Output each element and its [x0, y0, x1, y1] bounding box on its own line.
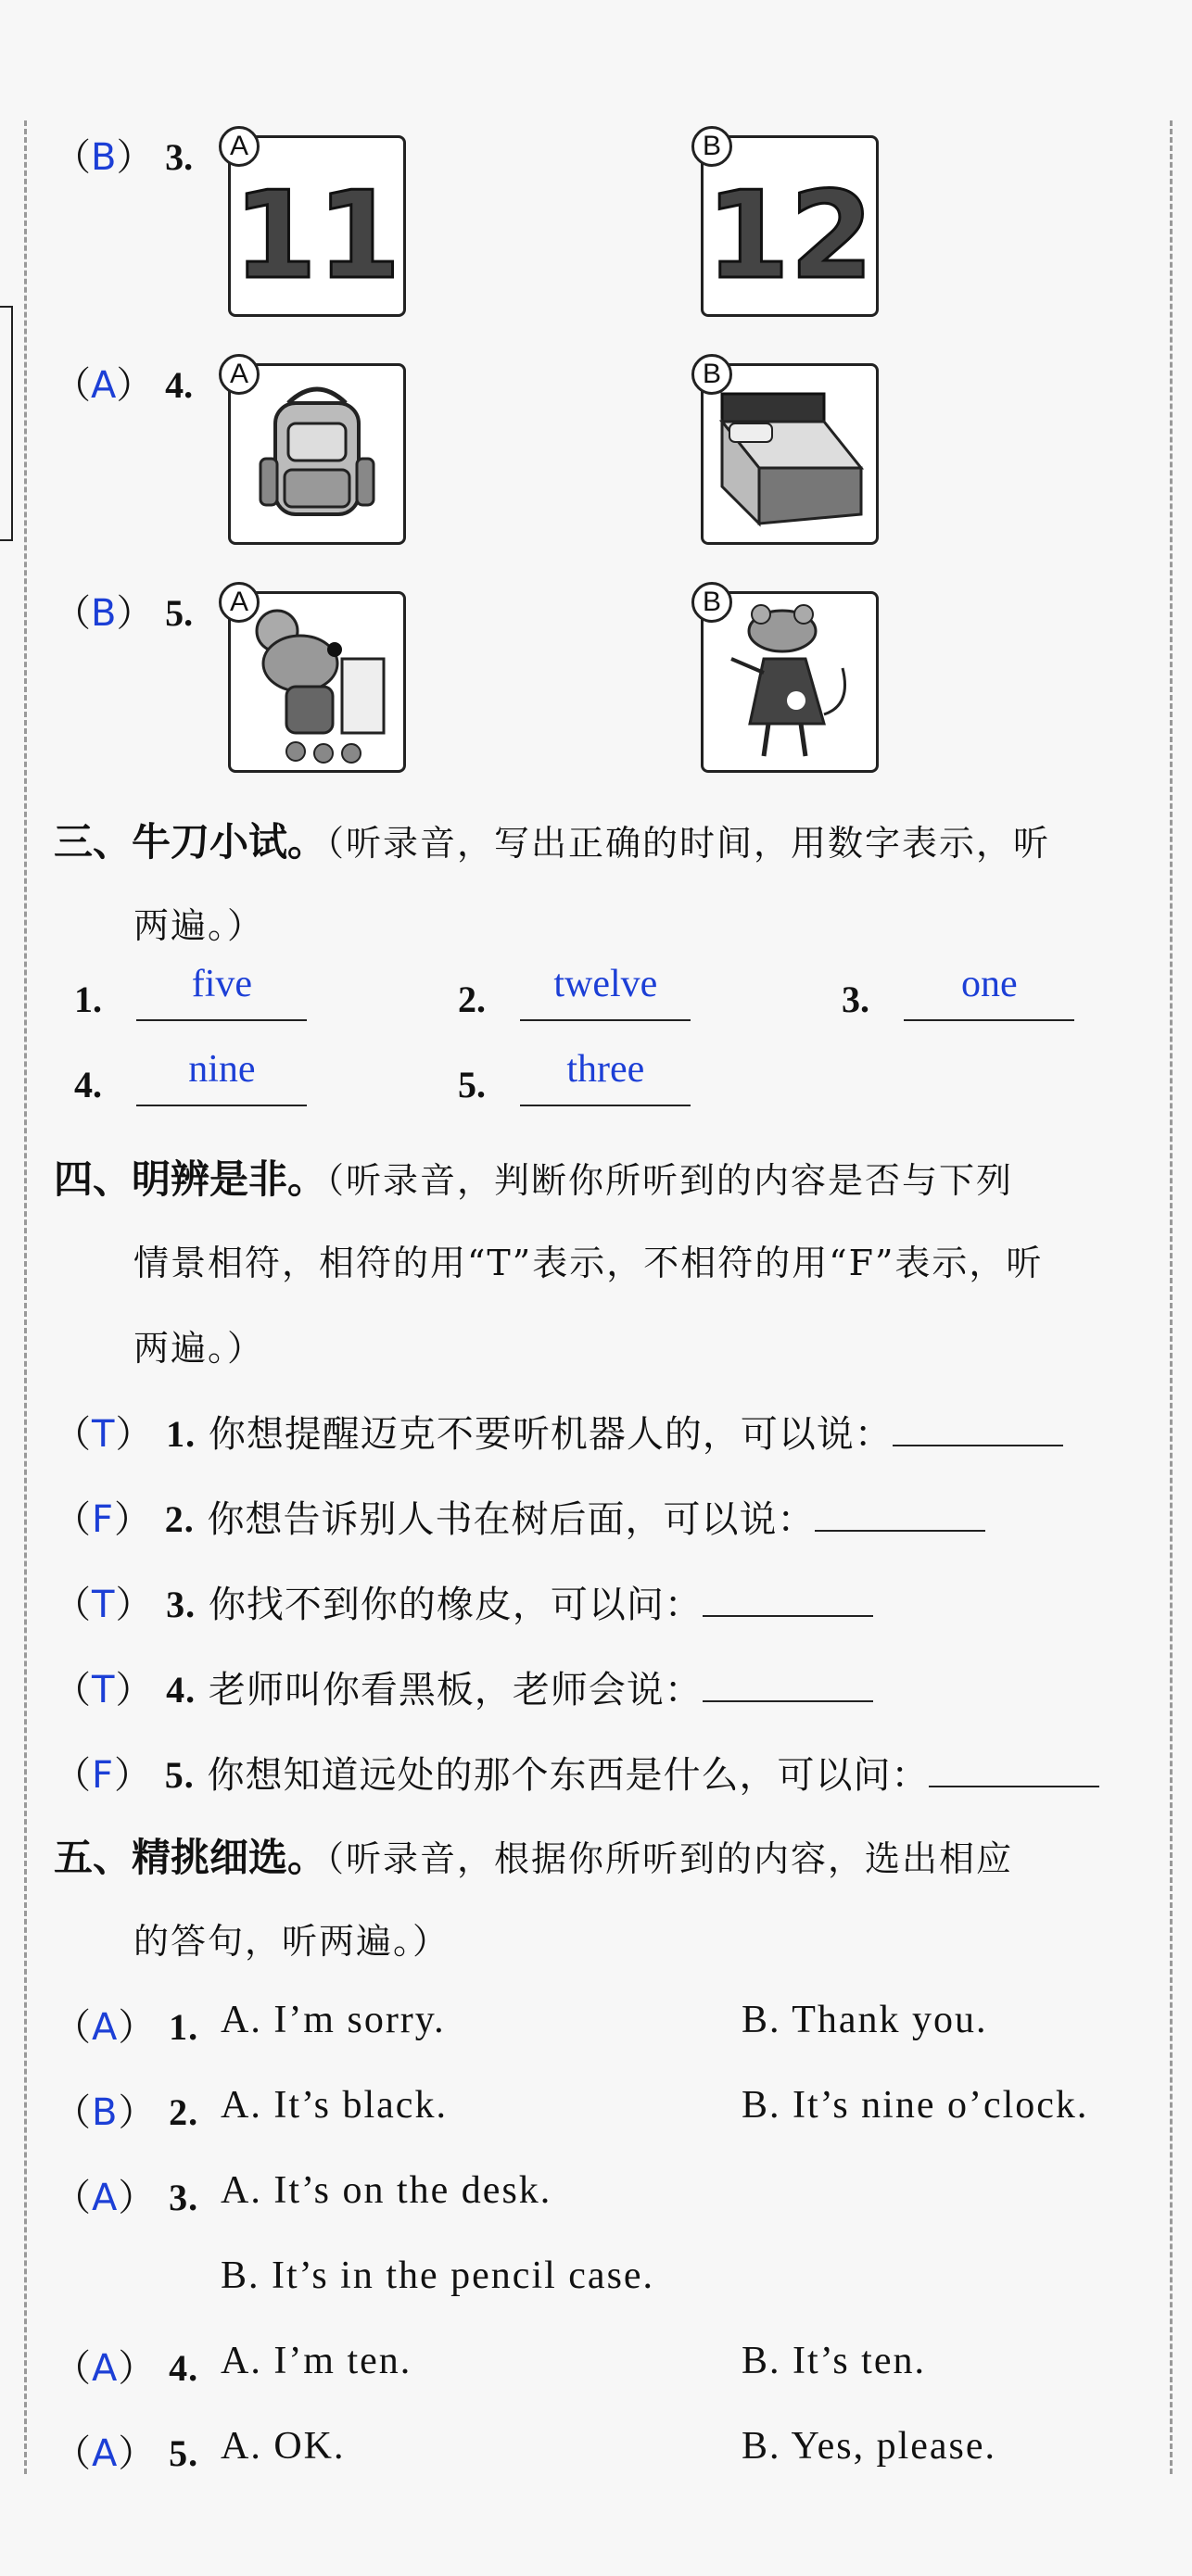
- mouse-standing-icon: [704, 594, 876, 770]
- p4-item-1-blank[interactable]: [893, 1435, 1063, 1446]
- p3-item-2: 2. twelve: [458, 973, 691, 1021]
- part3-title: 三、牛刀小试。: [54, 819, 327, 865]
- p2-item-3-row: （B） 3.: [54, 136, 194, 179]
- number-12-image: [704, 138, 876, 314]
- bed-icon: [704, 366, 876, 542]
- p3-item-3: 3. one: [842, 973, 1074, 1021]
- p5-item-5-option-a[interactable]: A. OK.: [221, 2425, 346, 2468]
- p5-item-3: （A） 3.: [54, 2177, 199, 2219]
- part4-title: 四、明辨是非。: [54, 1156, 327, 1202]
- p4-item-5: （F） 5. 你想知道远处的那个东西是什么，可以问：: [54, 1746, 1099, 1799]
- p2-item-3-number: 3.: [165, 136, 194, 178]
- p2-item-5-row: （B） 5.: [54, 592, 194, 635]
- p2-item-3-option-a-picture[interactable]: [228, 135, 406, 317]
- p5-item-4: （A） 4.: [54, 2347, 199, 2390]
- number-11-image: [231, 138, 403, 314]
- p2-item-3-option-b-picture[interactable]: [701, 135, 879, 317]
- p2-item-3-badge-b: B: [691, 126, 732, 167]
- p3-item-4-answer-line[interactable]: nine: [136, 1058, 307, 1106]
- p5-item-1: （A） 1.: [54, 2006, 199, 2049]
- p3-item-3-answer-line[interactable]: one: [904, 973, 1074, 1021]
- p4-item-2: （F） 2. 你想告诉别人书在树后面，可以说：: [54, 1490, 985, 1543]
- part5-instruction-line-2: 的答句，听两遍。）: [133, 1921, 450, 1962]
- p2-item-4-number: 4.: [165, 364, 194, 406]
- p5-item-4-option-b[interactable]: B. It’s ten.: [742, 2340, 926, 2382]
- left-dashed-margin: [24, 120, 27, 2474]
- part3-heading: [54, 812, 1050, 867]
- p4-item-1: （T） 1. 你想提醒迈克不要听机器人的，可以说：: [54, 1405, 1063, 1458]
- p2-item-5-answer: B: [91, 592, 117, 635]
- part5-instruction-1: （听录音，根据你所听到的内容，选出相应: [326, 1838, 1014, 1879]
- p5-item-2-option-a[interactable]: A. It’s black.: [221, 2084, 448, 2127]
- p5-item-4-option-a[interactable]: A. I’m ten.: [221, 2340, 412, 2382]
- p2-item-4-badge-b: B: [691, 354, 732, 395]
- backpack-icon: [231, 366, 403, 542]
- p5-item-1-option-a[interactable]: A. I’m sorry.: [221, 1999, 446, 2041]
- part5-heading: [54, 1827, 1013, 1883]
- svg-text:12: 12: [705, 165, 874, 306]
- p5-item-1-option-b[interactable]: B. Thank you.: [742, 1999, 988, 2041]
- right-dashed-margin: [1170, 120, 1173, 2474]
- p2-item-5-number: 5.: [165, 592, 194, 634]
- p3-item-1: 1. five: [74, 973, 307, 1021]
- p5-item-2-option-b[interactable]: B. It’s nine o’clock.: [742, 2084, 1089, 2127]
- p4-item-3-blank[interactable]: [703, 1606, 873, 1617]
- p5-item-3-option-a[interactable]: A. It’s on the desk.: [221, 2169, 552, 2212]
- p2-item-3-answer: B: [91, 136, 117, 179]
- p3-item-1-answer-line[interactable]: five: [136, 973, 307, 1021]
- mouse-with-milk-icon: [231, 594, 403, 770]
- p2-item-5-option-b-picture[interactable]: [701, 591, 879, 773]
- part4-instruction-line-3: 两遍。）: [133, 1328, 265, 1369]
- p3-item-5: 5. three: [458, 1058, 691, 1106]
- p4-item-2-blank[interactable]: [815, 1521, 985, 1532]
- p2-item-4-badge-a: A: [219, 354, 260, 395]
- p2-item-5-option-a-picture[interactable]: [228, 591, 406, 773]
- p2-item-4-answer: A: [91, 364, 117, 407]
- p5-item-5-option-b[interactable]: B. Yes, please.: [742, 2425, 997, 2468]
- p4-item-5-blank[interactable]: [929, 1776, 1099, 1787]
- part4-heading: [54, 1149, 1013, 1205]
- p4-item-4: （T） 4. 老师叫你看黑板，老师会说：: [54, 1661, 873, 1713]
- p3-item-2-answer-line[interactable]: twelve: [520, 973, 691, 1021]
- part4-instruction-1: （听录音，判断你所听到的内容是否与下列: [326, 1160, 1014, 1201]
- part4-instruction-line-2: 情景相符，相符的用“T”表示，不相符的用“F”表示，听: [133, 1243, 1044, 1283]
- p5-item-3-option-b[interactable]: B. It’s in the pencil case.: [221, 2254, 655, 2297]
- p2-item-5-badge-a: A: [219, 582, 260, 623]
- p3-item-4: 4. nine: [74, 1058, 307, 1106]
- p2-item-5-badge-b: B: [691, 582, 732, 623]
- binding-edge-mark: [0, 306, 13, 541]
- part3-instruction-1: （听录音，写出正确的时间，用数字表示，听: [326, 823, 1051, 864]
- p4-item-3: （T） 3. 你找不到你的橡皮，可以问：: [54, 1575, 873, 1628]
- p5-item-2: （B） 2.: [54, 2091, 199, 2134]
- p2-item-3-badge-a: A: [219, 126, 260, 167]
- p3-item-5-answer-line[interactable]: three: [520, 1058, 691, 1106]
- p2-item-4-row: （A） 4.: [54, 364, 194, 407]
- p2-item-4-option-b-picture[interactable]: [701, 363, 879, 545]
- part5-title: 五、精挑细选。: [54, 1835, 327, 1880]
- p5-item-5: （A） 5.: [54, 2432, 199, 2475]
- p2-item-4-option-a-picture[interactable]: [228, 363, 406, 545]
- part3-instruction-line-2: 两遍。）: [133, 905, 265, 946]
- svg-text:11: 11: [233, 165, 401, 306]
- p4-item-4-blank[interactable]: [703, 1691, 873, 1702]
